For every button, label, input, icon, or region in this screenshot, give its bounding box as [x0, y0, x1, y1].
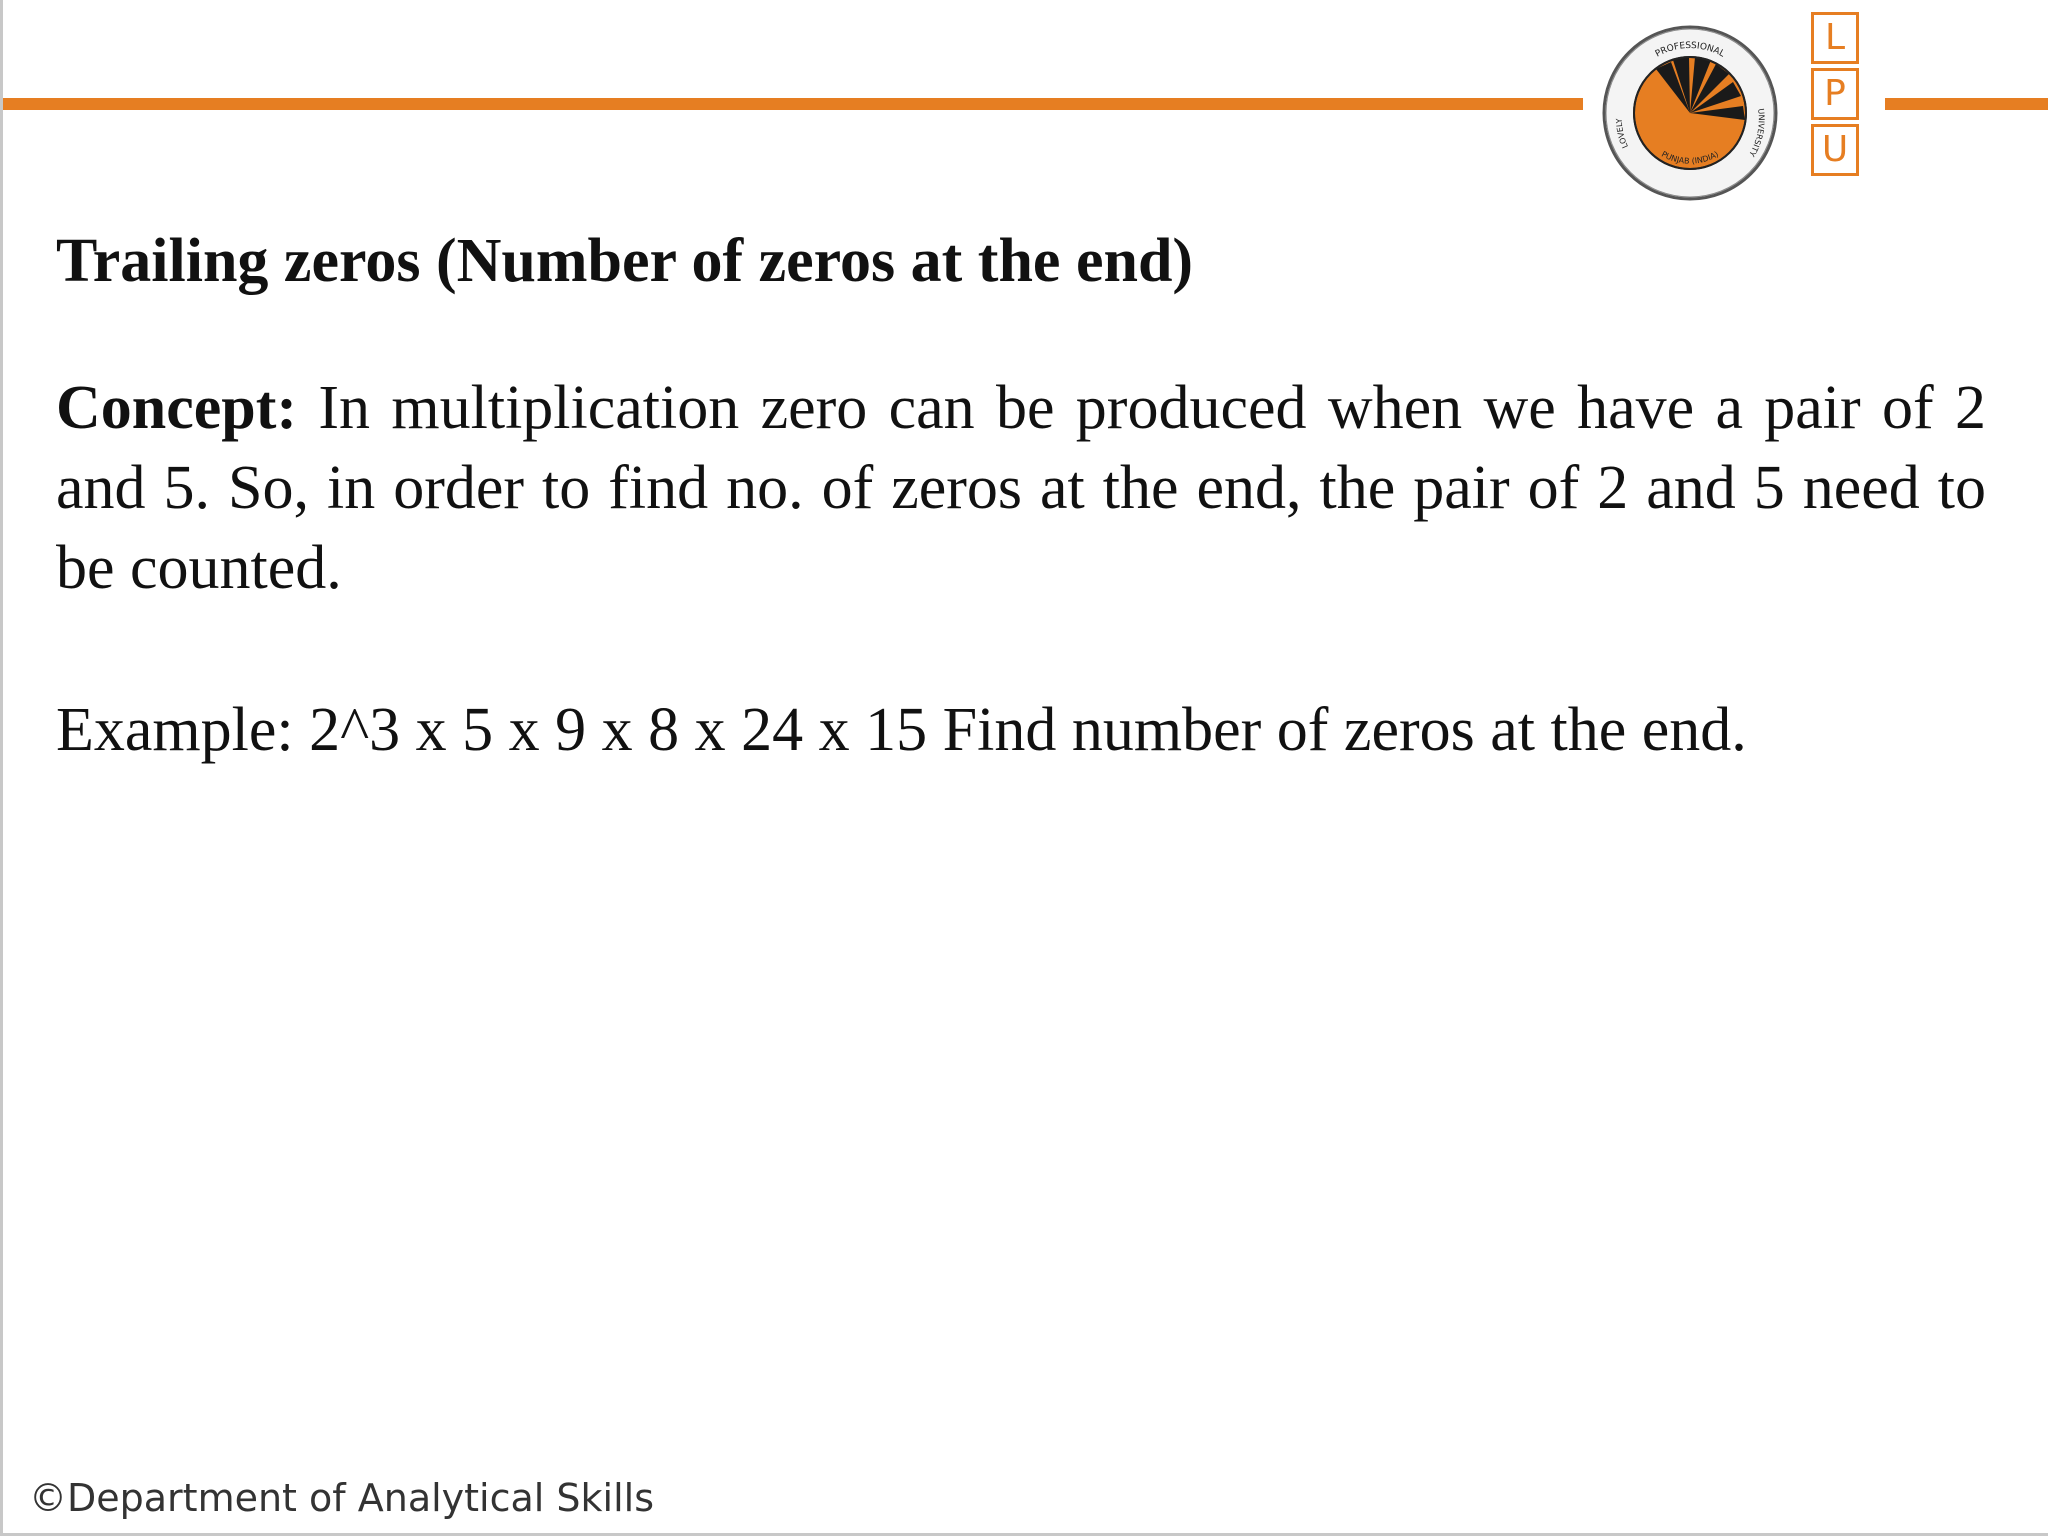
seal-top-text: PROFESSIONAL: [1653, 40, 1727, 60]
seal-bottom-text: PUNJAB (INDIA): [1659, 149, 1721, 166]
header-rule-left: [3, 98, 1583, 110]
logo-letter-u: U: [1811, 124, 1859, 176]
example-paragraph: Example: 2^3 x 5 x 9 x 8 x 24 x 15 Find number of zeros at the end.: [56, 696, 1747, 764]
concept-label: Concept:: [56, 374, 298, 442]
logo-letter-p: P: [1811, 68, 1859, 120]
lpu-letter-logo: [1811, 12, 1861, 180]
university-seal-logo: [1601, 24, 1779, 202]
slide-title: Trailing zeros (Number of zeros at the end): [56, 227, 1194, 295]
footer-copyright: ©Department of Analytical Skills: [29, 1476, 655, 1520]
concept-text: In multiplication zero can be produced when we have a pair of 2 and 5. So, in order to find no. of zeros at the end, the pair of 2 and 5 need to be counted.: [56, 374, 1986, 602]
concept-paragraph: [56, 368, 1986, 608]
seal-left-text: LOVELY: [1614, 118, 1630, 150]
logo-letter-l: L: [1811, 12, 1859, 64]
slide-content: [56, 218, 1986, 852]
header-rule-right: [1885, 98, 2048, 110]
seal-right-text: UNIVERSITY: [1747, 108, 1766, 159]
